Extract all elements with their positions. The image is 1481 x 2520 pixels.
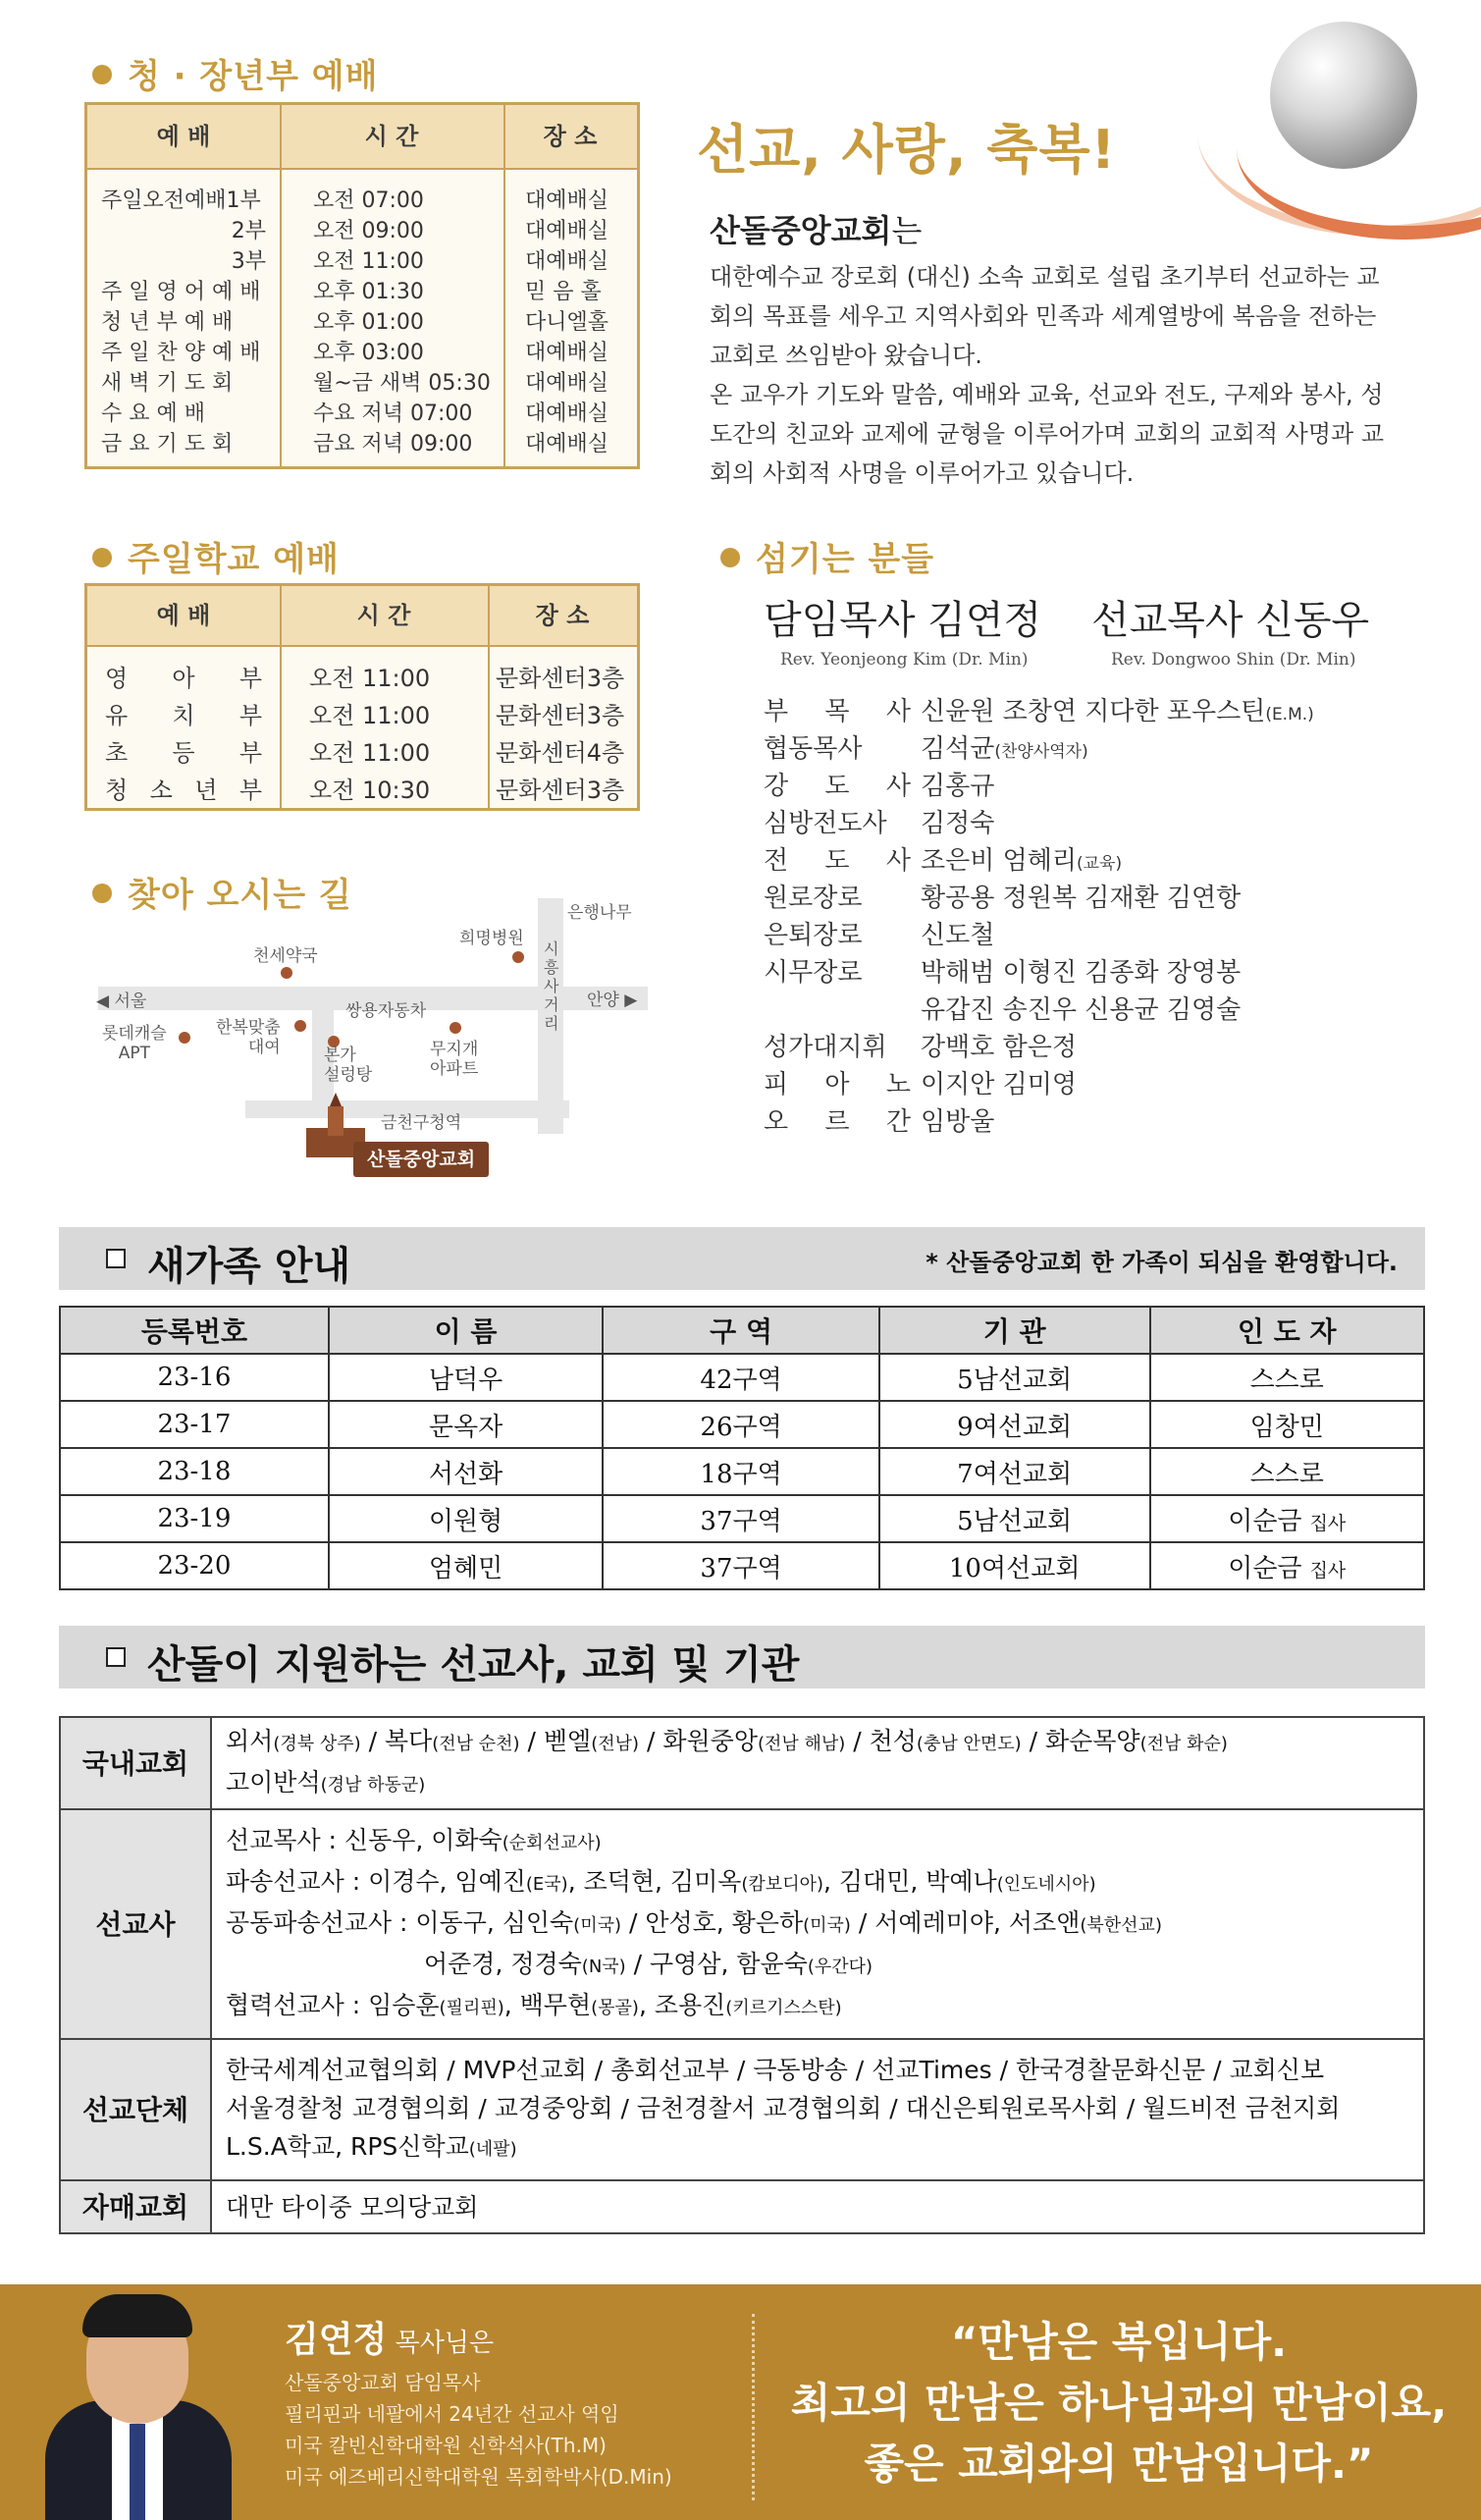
staff-role: 심방전도사 [764, 809, 887, 838]
staff-role: 부 목 사 [764, 697, 911, 726]
service-place: 대예배실 [525, 432, 609, 456]
cell-no: 23-18 [60, 1448, 329, 1495]
staff-row [764, 990, 1241, 1026]
footer-banner [0, 2284, 1481, 2520]
service-name: 2부 [231, 219, 266, 243]
table-header-row: 등록번호 이 름 구 역 기 관 인 도 자 [60, 1307, 1424, 1354]
staff-names: 유갑진 송진우 신용균 김영술 [921, 995, 1242, 1025]
staff-row [764, 691, 1314, 727]
cell-org: 7여선교회 [879, 1448, 1150, 1495]
youth-service-title: 청 · 장년부 예배 [92, 49, 379, 97]
table-row [87, 397, 637, 426]
map-marker-icon [281, 967, 292, 979]
map-marker-icon [294, 1020, 306, 1032]
class-place: 문화센터3층 [496, 777, 625, 804]
service-name: 새 벽 기 도 회 [101, 371, 234, 396]
map-marker-icon [179, 1032, 190, 1044]
staff-names: 이지안 김미영 [921, 1070, 1077, 1099]
table-row [60, 1401, 1424, 1448]
staff-row [764, 803, 994, 839]
cell-district: 37구역 [603, 1495, 879, 1542]
service-place: 대예배실 [525, 341, 609, 365]
staff-row [764, 1064, 1077, 1100]
map-label-lotte-apt: 롯데캐슬 APT [102, 1024, 167, 1063]
class-time: 오전 11:00 [309, 665, 431, 692]
intro-paragraph-2: 온 교우가 기도와 말씀, 예배와 교육, 선교와 전도, 구제와 봉사, 성도간의 친교와 교제에 균형을 이루어가며 교회의 교회적 사명과 교회의 사회적 사명을 이루어가고 있습니다. [710, 381, 1384, 487]
staff-row [764, 1101, 994, 1138]
cell-district: 26구역 [603, 1401, 879, 1448]
staff-note: (교육) [1076, 854, 1123, 874]
service-name: 금 요 기 도 회 [101, 432, 234, 456]
staff-role: 강 도 사 [764, 772, 911, 801]
newcomer-section-bar [59, 1227, 1425, 1290]
footer-quote: “만남은 복입니다. 최고의 만남은 하나님과의 만남이요, 좋은 교회와의 만남입니다.” [790, 2318, 1448, 2488]
class-place: 문화센터3층 [496, 665, 625, 692]
staff-row [764, 915, 994, 951]
intro-paragraph [710, 257, 1387, 493]
map-marker-icon [512, 951, 524, 963]
table-row [87, 184, 637, 213]
table-row [60, 1354, 1424, 1401]
staff-role: 시무장로 [764, 958, 863, 988]
cell-guide: 스스로 [1150, 1448, 1425, 1495]
service-name: 주일오전예배1부 [101, 188, 261, 213]
staff-names: 김홍규 [921, 772, 995, 801]
service-name: 주 일 찬 양 예 배 [101, 341, 261, 365]
missions-table [59, 1716, 1425, 2234]
service-time: 오후 01:30 [313, 280, 424, 304]
class-time: 오전 11:00 [309, 739, 431, 767]
bio-line: 미국 칼빈신학대학원 신학석사(Th.M) [285, 2434, 607, 2457]
staff-role: 협동목사 [764, 734, 863, 764]
missions-row-missionaries: 선교사 선교목사 : 신동우, 이화숙(순회선교사) 파송선교사 : 이경수, 임예진(E국), 조덕현, 김미옥(캄보디아), 김대민, 박예나(인도네시아) 공동파송선교사 : 이동구, 심인숙(미국) / 안성호, 황은하(미국) / 서예레미야, 서조앤(북한선교) 어준경, 정경숙(N국) / 구영삼, 함윤숙(우간다) 협력선교사 : 임승훈(필리핀), 백무현(몽골), 조용진(키르기스스탄) [60, 1809, 1424, 2039]
cell-guide: 임창민 [1150, 1401, 1425, 1448]
service-place: 대예배실 [525, 188, 609, 213]
intro-heading: 산돌중앙교회는 [710, 212, 923, 249]
map-label-pharmacy: 천세약국 [253, 946, 318, 966]
service-name: 청 년 부 예 배 [101, 310, 234, 335]
footer-divider [752, 2314, 755, 2500]
service-place: 다니엘홀 [525, 310, 609, 335]
mission-pastor-name: 선교목사 신동우 [1091, 598, 1370, 643]
service-place: 대예배실 [525, 249, 609, 274]
staff-names: 임방울 [921, 1107, 995, 1137]
class-name: 초 등 부 [105, 739, 262, 767]
sunday-school-table [84, 583, 640, 811]
table-row [87, 305, 637, 335]
sunday-school-title: 주일학교 예배 [92, 532, 340, 580]
directions-map [88, 888, 658, 1203]
staff-note: (E.M.) [1265, 705, 1314, 724]
staff-role: 원로장로 [764, 884, 863, 913]
service-time: 오전 11:00 [313, 249, 424, 274]
class-place: 문화센터4층 [496, 739, 625, 767]
cell-guide: 스스로 [1150, 1354, 1425, 1401]
cell-name: 서선화 [329, 1448, 603, 1495]
cell-name: 문옥자 [329, 1401, 603, 1448]
missions-row-organizations: 선교단체 한국세계선교협의회 / MVP선교회 / 총회선교부 / 극동방송 / 선교Times / 한국경찰문화신문 / 교회신보 서울경찰청 교경협의회 / 교경중앙회 / 금천경찰서 교경협의회 / 대신은퇴원로목사회 / 월드비전 금천지회 L.S.A학교, RPS신학교(네팔) [60, 2039, 1424, 2180]
staff-row [764, 952, 1241, 989]
cell-org: 10여선교회 [879, 1542, 1150, 1589]
service-time: 오후 01:00 [313, 310, 424, 335]
class-time: 오전 10:30 [309, 777, 431, 804]
table-row [60, 1448, 1424, 1495]
bullet-dot-icon [92, 548, 112, 567]
service-time: 금요 저녁 09:00 [313, 432, 473, 456]
staff-title: 섬기는 분들 [720, 532, 934, 580]
bio-line: 미국 에즈베리신학대학원 목회학박사(D.Min) [285, 2465, 672, 2489]
cell-name: 남덕우 [329, 1354, 603, 1401]
service-name: 수 요 예 배 [101, 402, 205, 426]
staff-role: 오 르 간 [764, 1107, 911, 1137]
cell-district: 18구역 [603, 1448, 879, 1495]
map-marker-icon [450, 1022, 461, 1034]
service-time: 수요 저녁 07:00 [313, 402, 473, 426]
church-name-badge: 산돌중앙교회 [353, 1142, 489, 1177]
cell-district: 42구역 [603, 1354, 879, 1401]
staff-names: 신도철 [921, 921, 995, 950]
square-bullet-icon [106, 1647, 126, 1667]
map-label-intersection: 시 흥 사 거 리 [544, 939, 559, 1033]
bio-line: 산돌중앙교회 담임목사 [285, 2371, 481, 2394]
service-place: 믿 음 홀 [525, 280, 602, 304]
map-label-ssangyong: 쌍용자동차 [345, 1001, 427, 1021]
cell-no: 23-20 [60, 1542, 329, 1589]
map-label-tree: 은행나무 [567, 903, 632, 923]
missions-row-sister: 자매교회 대만 타이중 모의당교회 [60, 2180, 1424, 2233]
table-row [87, 336, 637, 365]
service-name: 3부 [231, 249, 266, 274]
table-header: 예 배 시 간 장 소 [87, 586, 637, 647]
staff-row [764, 1027, 1077, 1063]
senior-pastor-name: 담임목사 김연정 [764, 598, 1042, 643]
staff-role: 전 도 사 [764, 846, 911, 876]
table-row [60, 1495, 1424, 1542]
cell-org: 5남선교회 [879, 1495, 1150, 1542]
staff-row [764, 766, 994, 802]
cell-org: 5남선교회 [879, 1354, 1150, 1401]
cell-org: 9여선교회 [879, 1401, 1150, 1448]
staff-names: 조은비 엄혜리 [921, 846, 1077, 876]
staff-role: 피 아 노 [764, 1070, 911, 1099]
table-row [87, 427, 637, 456]
staff-role: 은퇴장로 [764, 921, 863, 950]
service-place: 대예배실 [525, 402, 609, 426]
bio-line: 필리핀과 네팔에서 24년간 선교사 역임 [285, 2402, 619, 2426]
service-time: 오후 03:00 [313, 341, 424, 365]
staff-row [764, 840, 1122, 877]
globe-icon [1270, 22, 1417, 169]
table-row [87, 659, 637, 694]
table-row [87, 275, 637, 304]
staff-names: 박해범 이형진 김종화 장영봉 [921, 958, 1242, 988]
table-row [87, 214, 637, 243]
class-time: 오전 11:00 [309, 702, 431, 729]
missions-row-domestic: 국내교회 외서(경북 상주) / 복다(전남 순천) / 벧엘(전남) / 화원중앙(전남 해남) / 천성(충남 안면도) / 화순목양(전남 화순) 고이반석(경남 하동군) [60, 1717, 1424, 1809]
cell-guide: 이순금 집사 [1150, 1542, 1425, 1589]
service-time: 월~금 새벽 05:30 [313, 371, 491, 396]
staff-row [764, 878, 1241, 914]
bullet-dot-icon [92, 65, 112, 84]
cell-district: 37구역 [603, 1542, 879, 1589]
service-time: 오전 09:00 [313, 219, 424, 243]
staff-names: 김정숙 [921, 809, 995, 838]
staff-row [764, 728, 1088, 765]
table-row [87, 366, 637, 396]
staff-names: 황공용 정원복 김재환 김연항 [921, 884, 1242, 913]
map-label-hanbok: 한복맞춤 대여 [216, 1018, 281, 1057]
map-label-mujigae: 무지개 아파트 [430, 1040, 479, 1079]
staff-role: 성가대지휘 [764, 1033, 887, 1062]
senior-pastor-english: Rev. Yeonjeong Kim (Dr. Min) [780, 650, 1029, 670]
intro-paragraph-1: 대한예수교 장로회 (대신) 소속 교회로 설립 초기부터 선교하는 교회의 목표를 세우고 지역사회와 민족과 세계열방에 복음을 전하는 교회로 쓰임받아 왔습니다. [710, 263, 1380, 369]
cell-no: 23-19 [60, 1495, 329, 1542]
service-time: 오전 07:00 [313, 188, 424, 213]
cell-name: 엄혜민 [329, 1542, 603, 1589]
cell-no: 23-17 [60, 1401, 329, 1448]
newcomer-welcome-note: * 산돌중앙교회 한 가족이 되심을 환영합니다. [926, 1249, 1398, 1276]
map-label-hospital: 희명병원 [459, 929, 524, 948]
bullet-dot-icon [720, 548, 740, 567]
church-slogan: 선교, 사랑, 축복! [697, 119, 1117, 181]
pastor-bio-name: 김연정 목사님은 [285, 2320, 495, 2360]
map-label-bonga: 본가 설렁탕 [324, 1046, 373, 1085]
table-row [60, 1542, 1424, 1589]
table-row [87, 771, 637, 806]
missions-title: 산돌이 지원하는 선교사, 교회 및 기관 [147, 1642, 800, 1688]
cell-no: 23-16 [60, 1354, 329, 1401]
newcomer-table [59, 1306, 1425, 1590]
table-row [87, 733, 637, 769]
table-row [87, 696, 637, 731]
map-label-anyang: 안양 ▶ [587, 991, 638, 1010]
missions-section-bar [59, 1626, 1425, 1689]
class-place: 문화센터3층 [496, 702, 625, 729]
class-name: 영 아 부 [105, 665, 262, 692]
table-header: 예 배 시 간 장 소 [87, 105, 637, 170]
service-name: 주 일 영 어 예 배 [101, 280, 261, 304]
staff-note: (찬양사역자) [994, 742, 1088, 762]
map-label-seoul: ◀ 서울 [96, 992, 147, 1011]
pastor-portrait [35, 2284, 232, 2520]
service-place: 대예배실 [525, 371, 609, 396]
staff-names: 신윤원 조창연 지다한 포우스틴 [921, 697, 1266, 726]
staff-names: 김석균 [921, 734, 995, 764]
cell-guide: 이순금 집사 [1150, 1495, 1425, 1542]
map-label-station: 금천구청역 [381, 1113, 462, 1133]
class-name: 청 소 년 부 [105, 777, 262, 804]
table-row [87, 244, 637, 274]
square-bullet-icon [106, 1249, 126, 1268]
cell-name: 이원형 [329, 1495, 603, 1542]
class-name: 유 치 부 [105, 702, 262, 729]
service-place: 대예배실 [525, 219, 609, 243]
staff-names: 강백호 함은정 [921, 1033, 1077, 1062]
newcomer-title: 새가족 안내 [147, 1244, 351, 1289]
youth-service-table [84, 102, 640, 469]
mission-pastor-english: Rev. Dongwoo Shin (Dr. Min) [1111, 650, 1356, 670]
directions-title: 찾아 오시는 길 [92, 868, 352, 916]
